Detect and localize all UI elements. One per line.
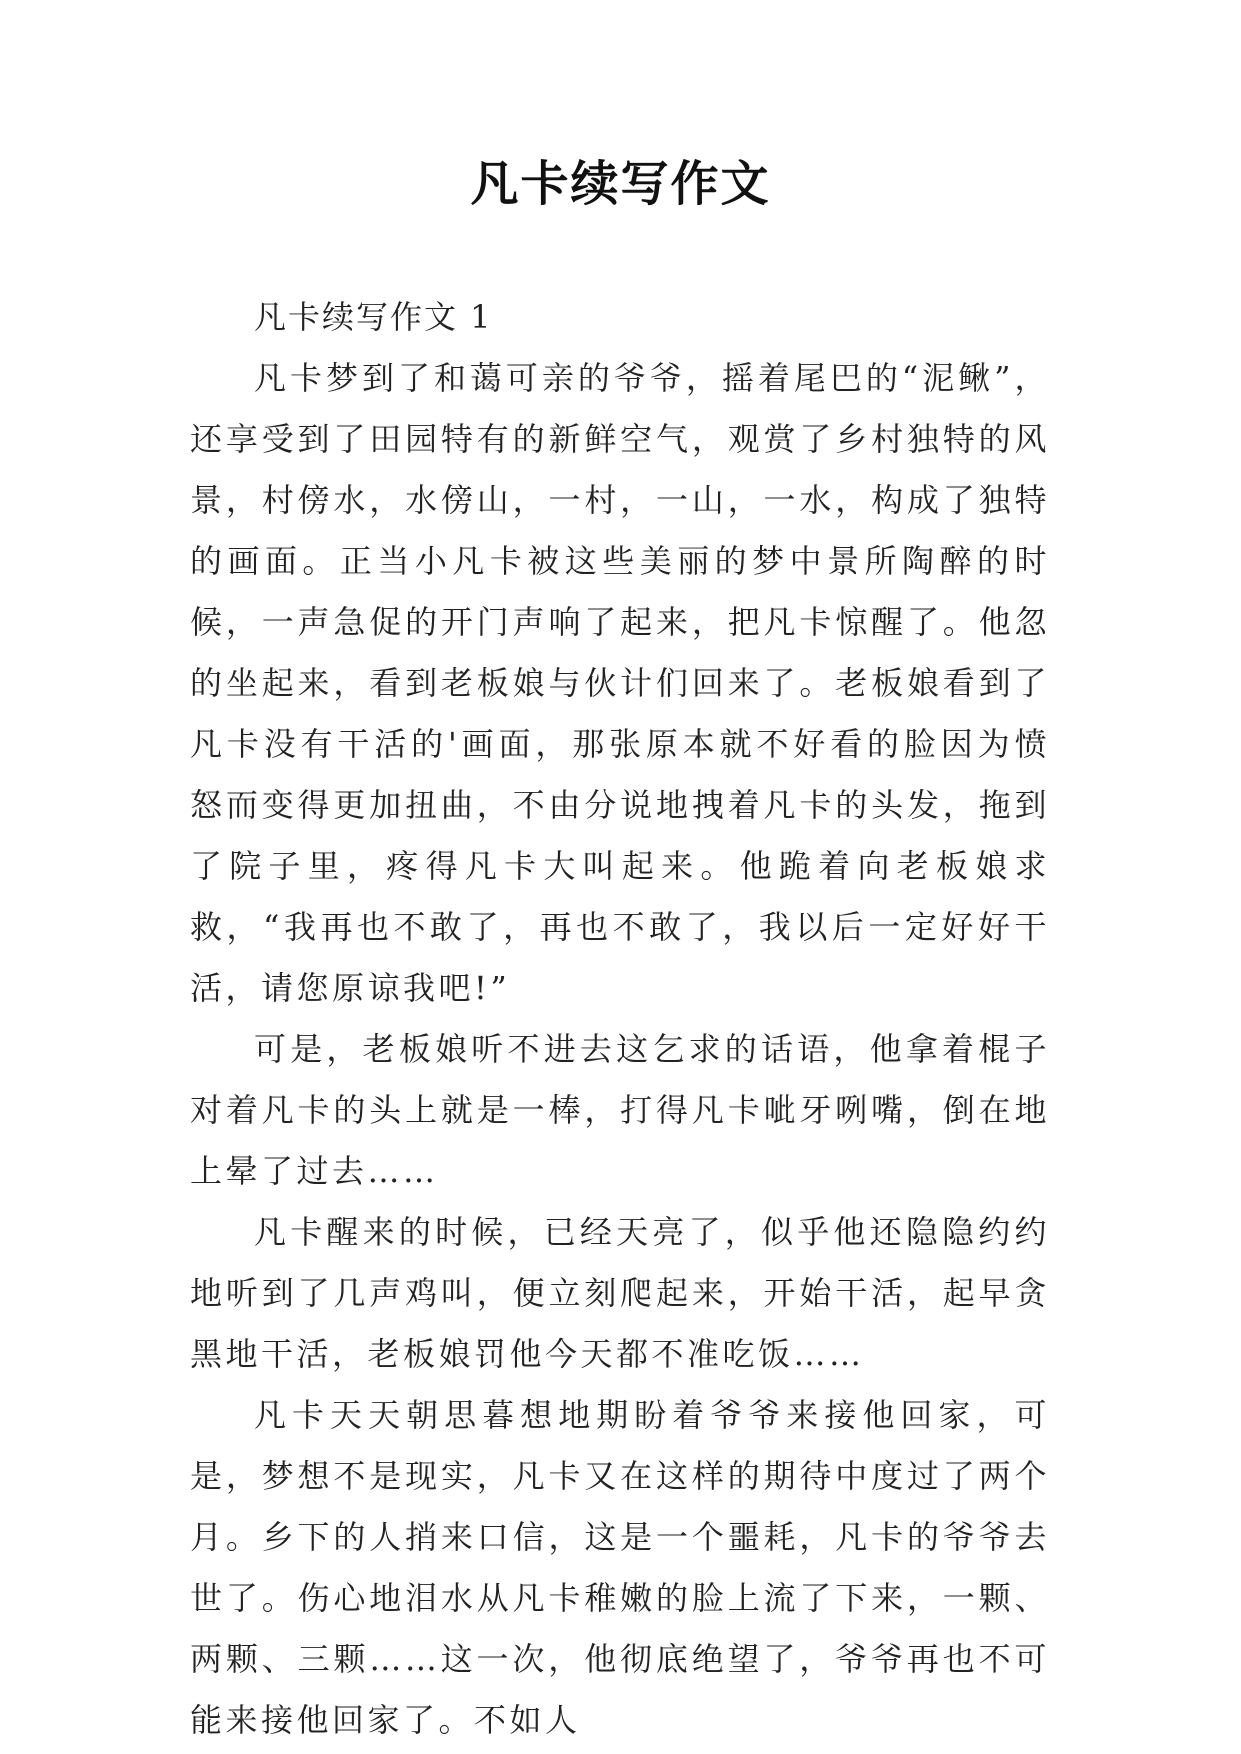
document-title: 凡卡续写作文 <box>470 156 771 212</box>
section-heading: 凡卡续写作文 1 <box>254 298 493 336</box>
paragraph: 可是，老板娘听不进去这乞求的话语，他拿着棍子对着凡卡的头上就是一棒，打得凡卡呲牙咧嘴，倒在地上晕了过去…… <box>190 1030 1050 1190</box>
paragraph: 凡卡天天朝思暮想地期盼着爷爷来接他回家，可是，梦想不是现实，凡卡又在这样的期待中度过了两个月。乡下的人捎来口信，这是一个噩耗，凡卡的爷爷去世了。伤心地泪水从凡卡稚嫩的脸上流了下来，一颗、两颗、三颗……这一次，他彻底绝望了，爷爷再也不可能来接他回家了。不如人 <box>190 1396 1050 1739</box>
document-body <box>190 287 1050 1751</box>
paragraph: 凡卡醒来的时候，已经天亮了，似乎他还隐隐约约地听到了几声鸡叫，便立刻爬起来，开始干活，起早贪黑地干活，老板娘罚他今天都不准吃饭…… <box>190 1213 1050 1373</box>
paragraph: 凡卡梦到了和蔼可亲的爷爷，摇着尾巴的“泥鳅”，还享受到了田园特有的新鲜空气，观赏了乡村独特的风景，村傍水，水傍山，一村，一山，一水，构成了独特的画面。正当小凡卡被这些美丽的梦中景所陶醉的时候，一声急促的开门声响了起来，把凡卡惊醒了。他忽的坐起来，看到老板娘与伙计们回来了。老板娘看到了凡卡没有干活的'画面，那张原本就不好看的脸因为愤怒而变得更加扭曲，不由分说地拽着凡卡的头发，拖到了院子里，疼得凡卡大叫起来。他跪着向老板娘求救，“我再也不敢了，再也不敢了，我以后一定好好干活，请您原谅我吧!” <box>190 359 1050 1007</box>
